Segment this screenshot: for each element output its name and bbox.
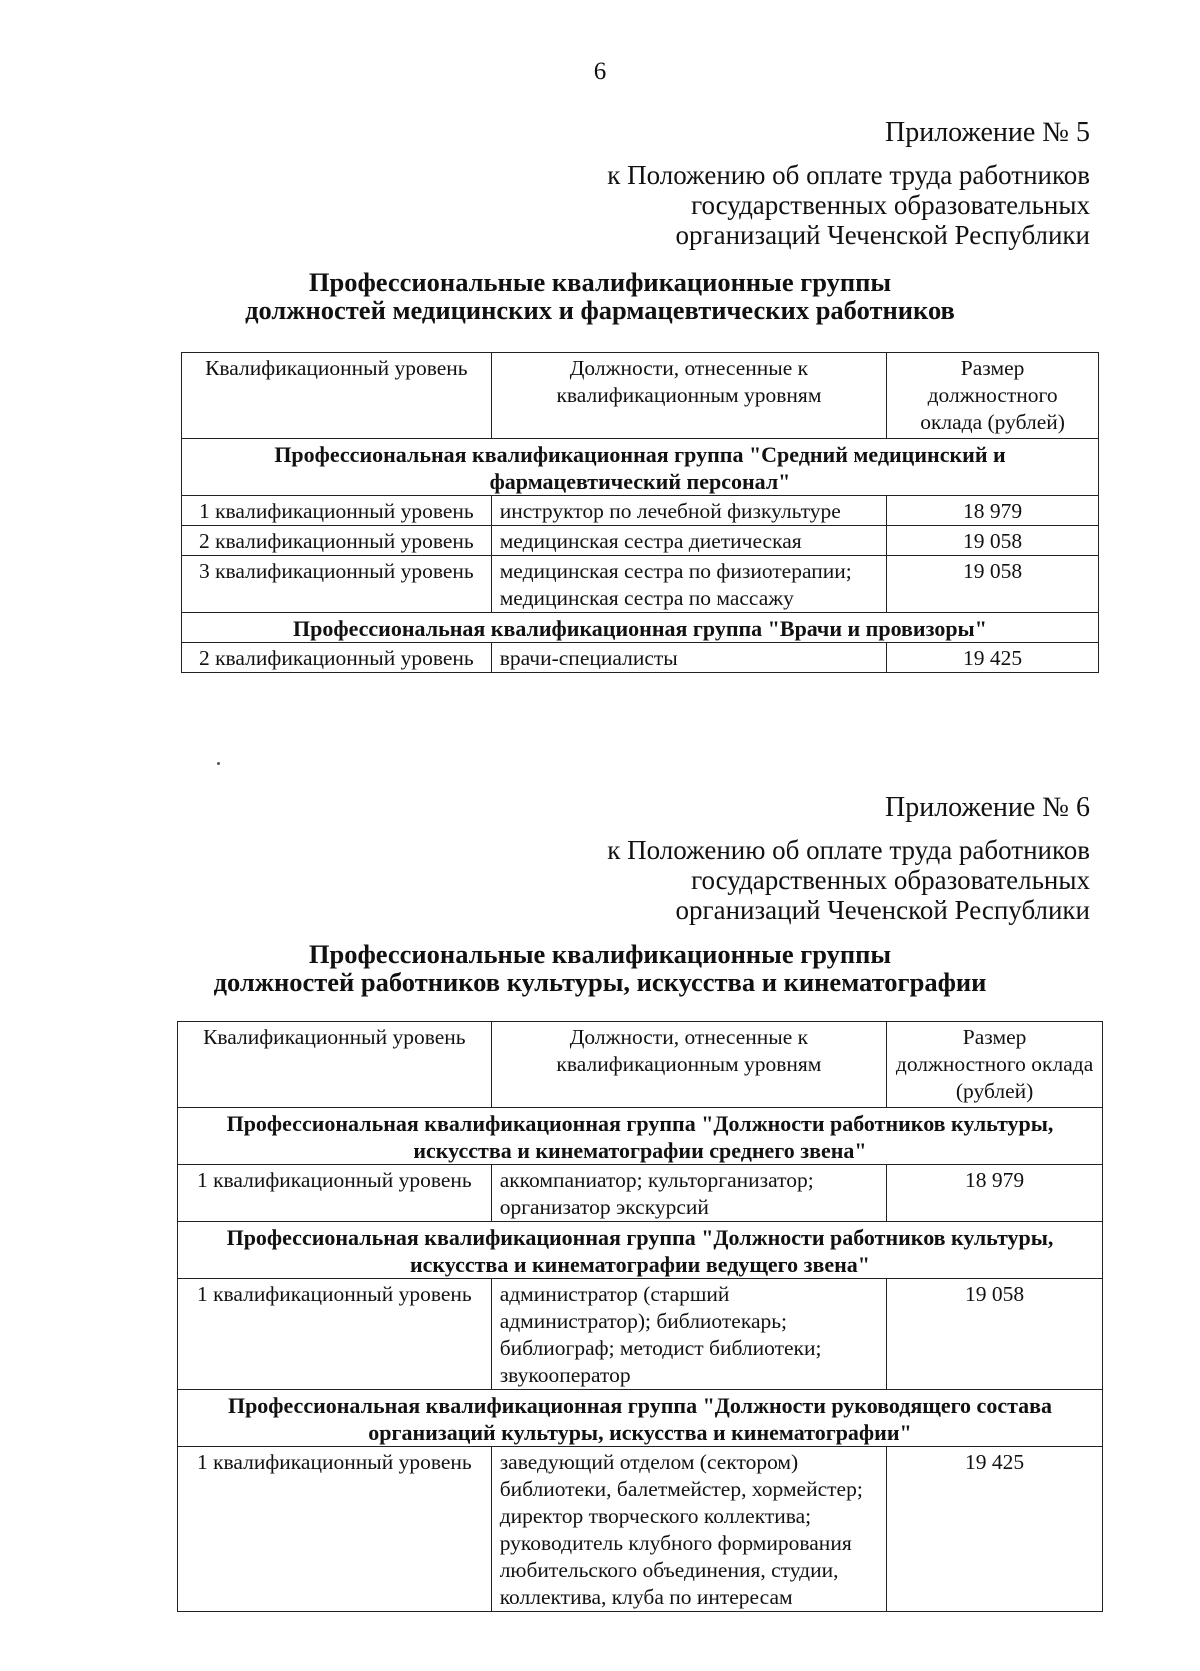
group-row xyxy=(178,1222,1103,1279)
appendix-6-header xyxy=(607,793,1090,925)
salary-table xyxy=(177,1021,1103,1612)
group-name: Профессиональная квалификационная группа "Должности работников культуры, искусства и кинематографии ведущего звена" xyxy=(178,1222,1103,1279)
table-row xyxy=(182,526,1099,556)
table-heading-line: Профессиональные квалификационные группы xyxy=(308,267,892,297)
group-row xyxy=(182,613,1099,643)
cell-positions: медицинская сестра по физиотерапии; медицинская сестра по массажу xyxy=(491,556,886,613)
cell-level: 1 квалификационный уровень xyxy=(178,1165,492,1222)
cell-level: 2 квалификационный уровень xyxy=(182,526,492,556)
cell-level: 2 квалификационный уровень xyxy=(182,643,492,673)
table-row xyxy=(182,556,1099,613)
header-salary: Размер должностного оклада (рублей) xyxy=(887,1022,1103,1108)
cell-positions: заведующий отделом (сектором) библиотеки, балетмейстер, хормейстер; директор творческого коллектива; руководитель клубного формирования любительского объединения, студии, коллектива, клуба по интересам xyxy=(491,1447,886,1612)
cell-level: 1 квалификационный уровень xyxy=(178,1447,492,1612)
header-positions: Должности, отнесенные к квалификационным уровням xyxy=(491,353,886,439)
table-row xyxy=(178,1447,1103,1612)
cell-positions: администратор (старший администратор); библиотекарь; библиограф; методист библиотеки; звукооператор xyxy=(491,1279,886,1390)
appendix-subtitle-line: к Положению об оплате труда работников xyxy=(607,160,1090,190)
cell-salary: 19 425 xyxy=(887,643,1099,673)
cell-level: 3 квалификационный уровень xyxy=(182,556,492,613)
group-row xyxy=(182,439,1099,496)
cell-level: 1 квалификационный уровень xyxy=(178,1279,492,1390)
cell-salary: 18 979 xyxy=(887,1165,1103,1222)
table-heading xyxy=(0,940,1200,996)
cell-positions: врачи-специалисты xyxy=(491,643,886,673)
cell-salary: 19 058 xyxy=(887,556,1099,613)
table-header-row xyxy=(178,1022,1103,1108)
scan-speck xyxy=(217,762,220,765)
table-row xyxy=(182,643,1099,673)
cell-positions: аккомпаниатор; культорганизатор; организатор экскурсий xyxy=(491,1165,886,1222)
cell-positions: медицинская сестра диетическая xyxy=(491,526,886,556)
group-name: Профессиональная квалификационная группа "Должности работников культуры, искусства и кинематографии среднего звена" xyxy=(178,1108,1103,1165)
group-row xyxy=(178,1108,1103,1165)
appendix-subtitle-line: государственных образовательных xyxy=(691,190,1090,220)
group-name: Профессиональная квалификационная группа "Должности руководящего состава организаций культуры, искусства и кинематографии" xyxy=(178,1390,1103,1447)
salary-table xyxy=(181,352,1099,673)
group-row xyxy=(178,1390,1103,1447)
header-positions: Должности, отнесенные к квалификационным уровням xyxy=(491,1022,886,1108)
appendix-subtitle-line: к Положению об оплате труда работников xyxy=(607,835,1090,865)
table-row xyxy=(178,1165,1103,1222)
group-name: Профессиональная квалификационная группа "Средний медицинский и фармацевтический персонал" xyxy=(182,439,1099,496)
cell-level: 1 квалификационный уровень xyxy=(182,496,492,526)
table-row xyxy=(178,1279,1103,1390)
header-level: Квалификационный уровень xyxy=(182,353,492,439)
cell-salary: 19 058 xyxy=(887,526,1099,556)
table-heading-line: Профессиональные квалификационные группы xyxy=(308,939,892,969)
table-heading-line: должностей медицинских и фармацевтических работников xyxy=(245,295,955,325)
group-name: Профессиональная квалификационная группа "Врачи и провизоры" xyxy=(182,613,1099,643)
table-row xyxy=(182,496,1099,526)
table-heading-line: должностей работников культуры, искусства и кинематографии xyxy=(213,967,987,997)
cell-salary: 19 058 xyxy=(887,1279,1103,1390)
appendix-title: Приложение № 6 xyxy=(885,792,1090,823)
page-number: 6 xyxy=(593,58,607,85)
appendix-subtitle-line: организаций Чеченской Республики xyxy=(675,895,1090,925)
header-level: Квалификационный уровень xyxy=(178,1022,492,1108)
table-heading xyxy=(0,268,1200,324)
appendix-subtitle-line: государственных образовательных xyxy=(691,865,1090,895)
cell-salary: 18 979 xyxy=(887,496,1099,526)
appendix-5-header xyxy=(607,118,1090,250)
header-salary: Размер должностного оклада (рублей) xyxy=(887,353,1099,439)
cell-salary: 19 425 xyxy=(887,1447,1103,1612)
cell-positions: инструктор по лечебной физкультуре xyxy=(491,496,886,526)
appendix-subtitle-line: организаций Чеченской Республики xyxy=(675,220,1090,250)
table-header-row xyxy=(182,353,1099,439)
appendix-title: Приложение № 5 xyxy=(885,117,1090,148)
